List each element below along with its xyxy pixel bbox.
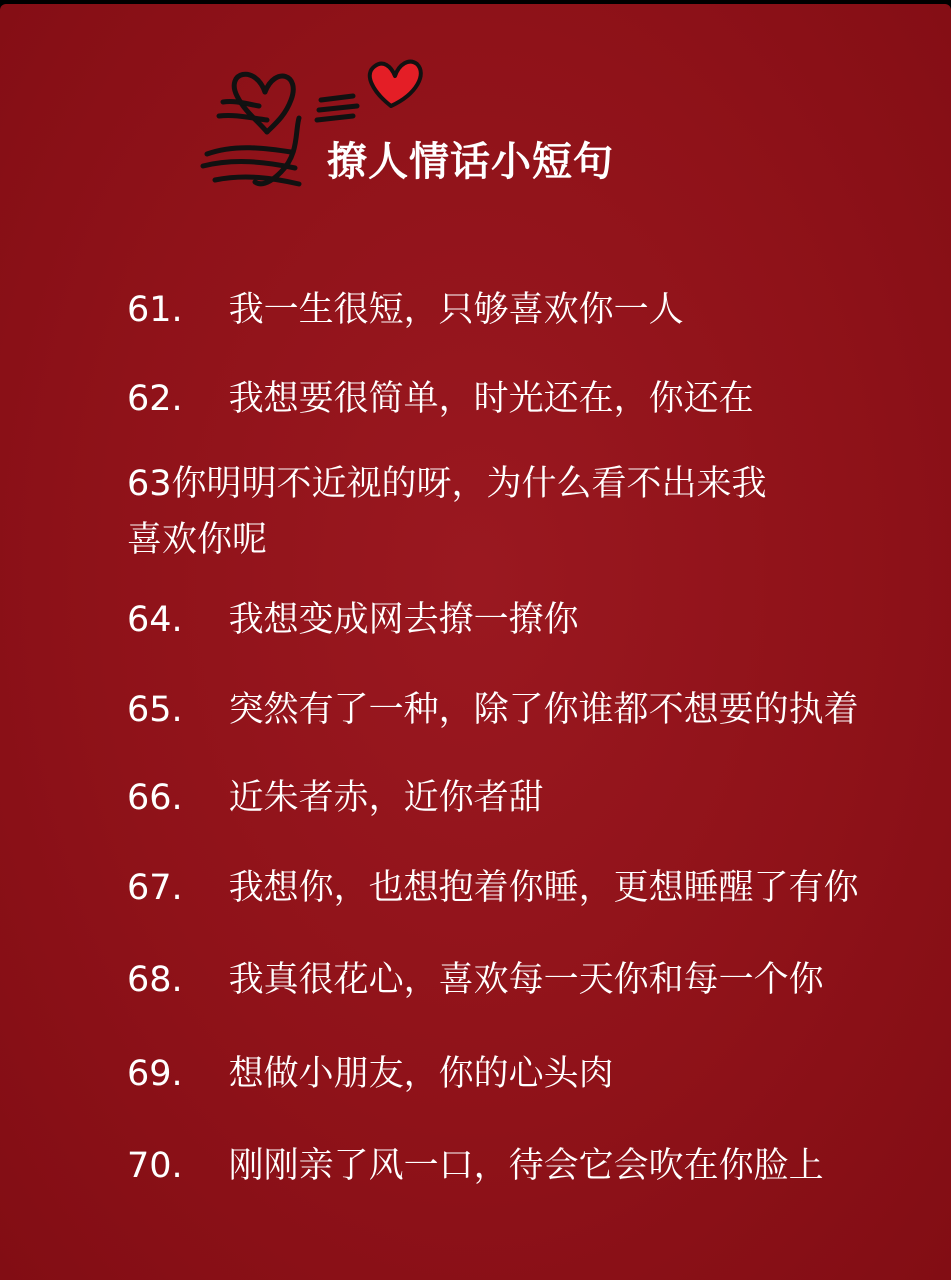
quote-item <box>127 1046 907 1102</box>
quote-text-continued: 喜欢你呢 <box>127 520 268 560</box>
quote-text: 近朱者赤，近你者甜 <box>228 778 544 818</box>
quote-text: 我一生很短，只够喜欢你一人 <box>228 290 684 330</box>
quote-item <box>127 1138 907 1194</box>
quote-item <box>127 592 907 648</box>
quote-item <box>127 770 907 826</box>
quote-number: 67. <box>127 868 183 908</box>
quote-number: 61. <box>127 290 183 330</box>
quote-item <box>127 456 907 568</box>
quote-number: 62. <box>127 379 183 419</box>
quote-number: 63 <box>127 464 172 504</box>
quote-number: 66. <box>127 778 183 818</box>
quote-item <box>127 952 907 1008</box>
title-area <box>195 54 665 204</box>
quote-text: 我想要很简单，时光还在，你还在 <box>228 379 754 419</box>
quote-item <box>127 682 907 738</box>
quote-number: 68. <box>127 960 183 1000</box>
quote-item <box>127 371 907 427</box>
quote-number: 70. <box>127 1146 183 1186</box>
quote-number: 64. <box>127 600 183 640</box>
quote-text: 我想变成网去撩一撩你 <box>228 600 579 640</box>
quote-text: 想做小朋友，你的心头肉 <box>228 1054 614 1094</box>
quote-text: 突然有了一种，除了你谁都不想要的执着 <box>228 690 859 730</box>
quote-number: 69. <box>127 1054 183 1094</box>
quote-number: 65. <box>127 690 183 730</box>
quote-item <box>127 860 907 916</box>
quote-item <box>127 282 907 338</box>
quote-text: 我想你，也想抱着你睡，更想睡醒了有你 <box>228 868 859 908</box>
heart-icon <box>370 62 421 106</box>
quote-text: 你明明不近视的呀，为什么看不出来我 <box>171 464 767 504</box>
quote-text: 刚刚亲了风一口，待会它会吹在你脸上 <box>228 1146 824 1186</box>
page-title: 撩人情话小短句 <box>327 139 614 185</box>
quote-card <box>0 4 951 1280</box>
quote-text: 我真很花心，喜欢每一天你和每一个你 <box>228 960 824 1000</box>
